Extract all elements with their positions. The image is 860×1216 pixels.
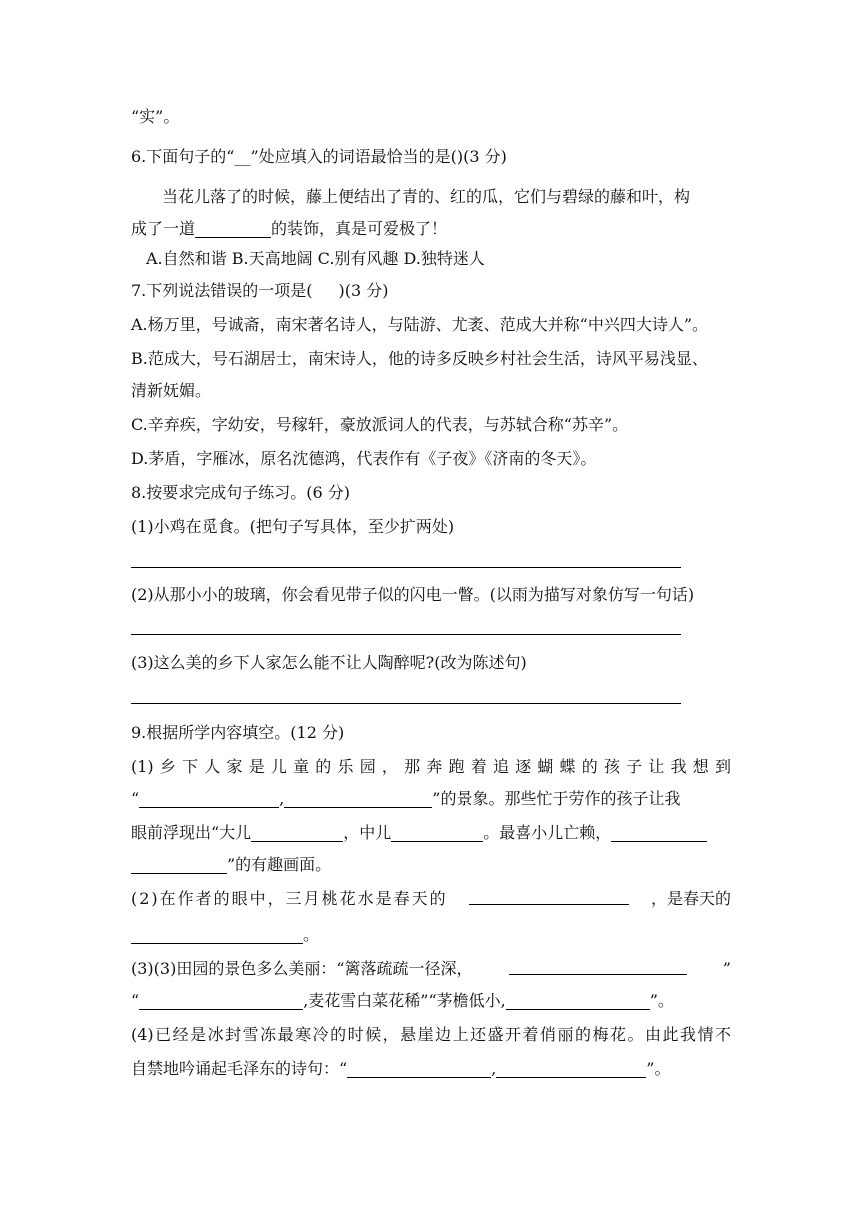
question-9-part-4-line-2: 自禁地吟诵起毛泽东的诗句：“ , ”。 (131, 1059, 671, 1078)
question-9-part-2-line-1: (2)在作者的眼中，三月桃花水是春天的 ，是春天的 (131, 889, 731, 908)
question-9-part-1-line-4: ”的有趣画面。 (131, 854, 331, 876)
question-7-option-a: A.杨万里，号诚斋，南宋著名诗人，与陆游、尤袤、范成大并称“中兴四大诗人”。 (131, 315, 709, 334)
question-7-option-c: C.辛弃疾，字幼安，号稼轩，豪放派词人的代表，与苏轼合称“苏辛”。 (131, 415, 629, 434)
question-9-part-1-line-3: 眼前浮现出“大儿 ，中儿 。最喜小儿亡赖， (131, 822, 707, 844)
continued-line: “实”。 (131, 107, 180, 126)
question-7-option-b-line-1: B.范成大，号石湖居士，南宋诗人，他的诗多反映乡村社会生活，诗风平易浅显、 (131, 349, 708, 368)
fill-blank[interactable] (131, 927, 303, 944)
question-9-part-1-line-2: “ , ”的景象。那些忙于劳作的孩子让我 (131, 789, 681, 808)
fill-blank[interactable] (284, 791, 432, 808)
fill-blank[interactable] (139, 993, 303, 1010)
question-8-stem: 8.按要求完成句子练习。(6 分) (131, 483, 351, 502)
question-6-stem: 6.下面句子的“__”处应填入的词语最恰当的是()(3 分) (131, 147, 507, 166)
fill-blank[interactable] (509, 958, 687, 975)
question-9-part-4-line-1: (4)已经是冰封雪冻最寒冷的时候，悬崖边上还盛开着俏丽的梅花。由此我情不 (131, 1025, 731, 1044)
question-7-option-b-line-2: 清新妩媚。 (131, 381, 212, 400)
fill-blank[interactable] (469, 888, 629, 905)
fill-blank[interactable] (496, 1061, 646, 1078)
fill-blank[interactable] (131, 857, 227, 874)
question-9-part-1-line-1: (1)乡下人家是儿童的乐园，那奔跑着追逐蝴蝶的孩子让我想到 (131, 757, 731, 776)
question-7-stem: 7.下列说法错误的一项是( )(3 分) (131, 281, 389, 300)
fill-blank[interactable] (611, 825, 707, 842)
question-8-part-3: (3)这么美的乡下人家怎么能不让人陶醉呢?(改为陈述句) (131, 653, 527, 672)
question-9-stem: 9.根据所学内容填空。(12 分) (131, 723, 345, 742)
question-6-passage-line-2: 成了一道 的装饰，真是可爱极了！ (131, 219, 448, 238)
answer-line-8-2[interactable] (131, 634, 681, 635)
question-8-part-1: (1)小鸡在觅食。(把句子写具体，至少扩两处) (131, 517, 455, 536)
answer-line-8-1[interactable] (131, 567, 681, 568)
question-9-part-2-line-2: 。 (131, 924, 319, 946)
fill-blank[interactable] (506, 993, 650, 1010)
question-9-part-3-line-2: “ ,麦花雪白菜花稀”“茅檐低小, ”。 (131, 991, 674, 1010)
question-8-part-2: (2)从那小小的玻璃，你会看见带子似的闪电一瞥。(以雨为描写对象仿写一句话) (131, 585, 695, 604)
fill-blank[interactable] (139, 791, 279, 808)
answer-line-8-3[interactable] (131, 703, 681, 704)
fill-blank[interactable] (251, 825, 343, 842)
fill-blank[interactable] (195, 221, 271, 238)
question-7-option-d: D.茅盾，字雁冰，原名沈德鸿，代表作有《子夜》《济南的冬天》。 (131, 449, 597, 468)
fill-blank[interactable] (391, 825, 483, 842)
question-9-part-3-line-1: (3)(3)田园的景色多么美丽：“篱落疏疏一径深， ” (131, 959, 731, 978)
question-6-options: A.自然和谐 B.天高地阔 C.别有风趣 D.独特迷人 (146, 249, 485, 268)
question-6-passage-line-1: 当花儿落了的时候，藤上便结出了青的、红的瓜，它们与碧绿的藤和叶，构 (162, 187, 691, 206)
fill-blank[interactable] (347, 1061, 491, 1078)
